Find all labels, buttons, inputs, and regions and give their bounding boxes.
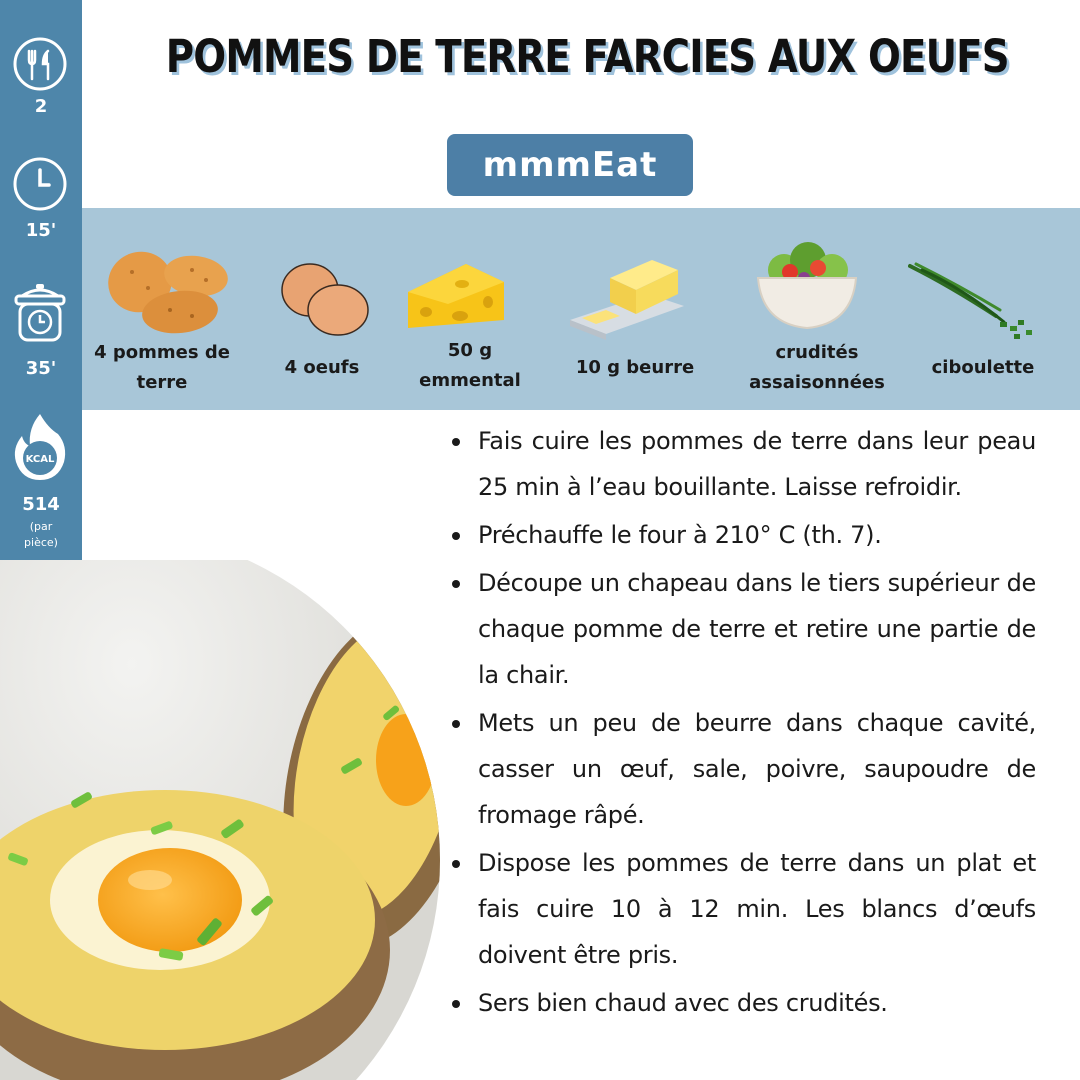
brand-logo: mmmEat — [447, 134, 693, 196]
ingredient-label-line1: 4 pommes de — [94, 342, 230, 363]
salad-bowl-icon — [754, 238, 860, 334]
recipe-step: Dispose les pommes de terre dans un plat et fais cuire 10 à 12 min. Les blancs d’œufs doivent être pris. — [478, 840, 1036, 978]
recipe-step: Sers bien chaud avec des crudités. — [478, 980, 1036, 1026]
ingredient-cheese — [400, 208, 560, 410]
recipe-steps-list — [478, 418, 1036, 1028]
kcal-flame-icon — [12, 412, 68, 482]
ingredient-label-line2: assaisonnées — [749, 372, 885, 393]
recipe-step: Découpe un chapeau dans le tiers supérieur de chaque pomme de terre et retire une partie de la chair. — [478, 560, 1036, 698]
recipe-info-sidebar — [0, 0, 82, 612]
recipe-title: POMMES DE TERRE FARCIES AUX OEUFS — [165, 30, 1009, 83]
cheese-icon — [404, 258, 508, 336]
cooker-icon — [12, 282, 68, 348]
calories-unit-line2: pièce) — [24, 536, 58, 549]
ingredient-label-line2: terre — [136, 372, 188, 393]
stuffed-potato-photo — [0, 560, 440, 1080]
recipe-photo — [0, 560, 440, 1080]
calories-unit-line1: (par — [29, 520, 53, 533]
fork-knife-icon — [12, 36, 68, 92]
ingredient-eggs — [262, 208, 402, 410]
ingredient-label-line2: emmental — [419, 370, 521, 391]
ingredient-label-line1: crudités — [775, 342, 859, 363]
cook-time-value: 35' — [25, 358, 57, 379]
ingredient-salad — [728, 208, 908, 410]
potatoes-icon — [104, 242, 230, 338]
clock-icon — [12, 156, 68, 212]
ingredient-label-line1: 50 g — [447, 340, 493, 361]
kcal-badge: KCAL — [25, 454, 55, 465]
ingredient-chives — [908, 208, 1080, 410]
ingredient-potatoes — [82, 208, 262, 410]
ingredient-label-line1: 4 oeufs — [284, 357, 360, 378]
ingredient-label-line1: 10 g beurre — [575, 357, 695, 378]
ingredients-band — [82, 208, 1080, 410]
recipe-step: Fais cuire les pommes de terre dans leur peau 25 min à l’eau bouillante. Laisse refroidir. — [478, 418, 1036, 510]
recipe-step: Mets un peu de beurre dans chaque cavité, casser un œuf, sale, poivre, saupoudre de fromage râpé. — [478, 700, 1036, 838]
chives-icon — [908, 260, 1038, 344]
prep-time-value: 15' — [25, 220, 57, 241]
servings-value: 2 — [34, 96, 48, 117]
ingredient-label-line1: ciboulette — [931, 357, 1035, 378]
recipe-step: Préchauffe le four à 210° C (th. 7). — [478, 512, 1036, 558]
eggs-icon — [274, 258, 374, 340]
calories-value: 514 — [22, 494, 60, 515]
butter-icon — [568, 250, 686, 340]
ingredient-butter — [560, 208, 710, 410]
